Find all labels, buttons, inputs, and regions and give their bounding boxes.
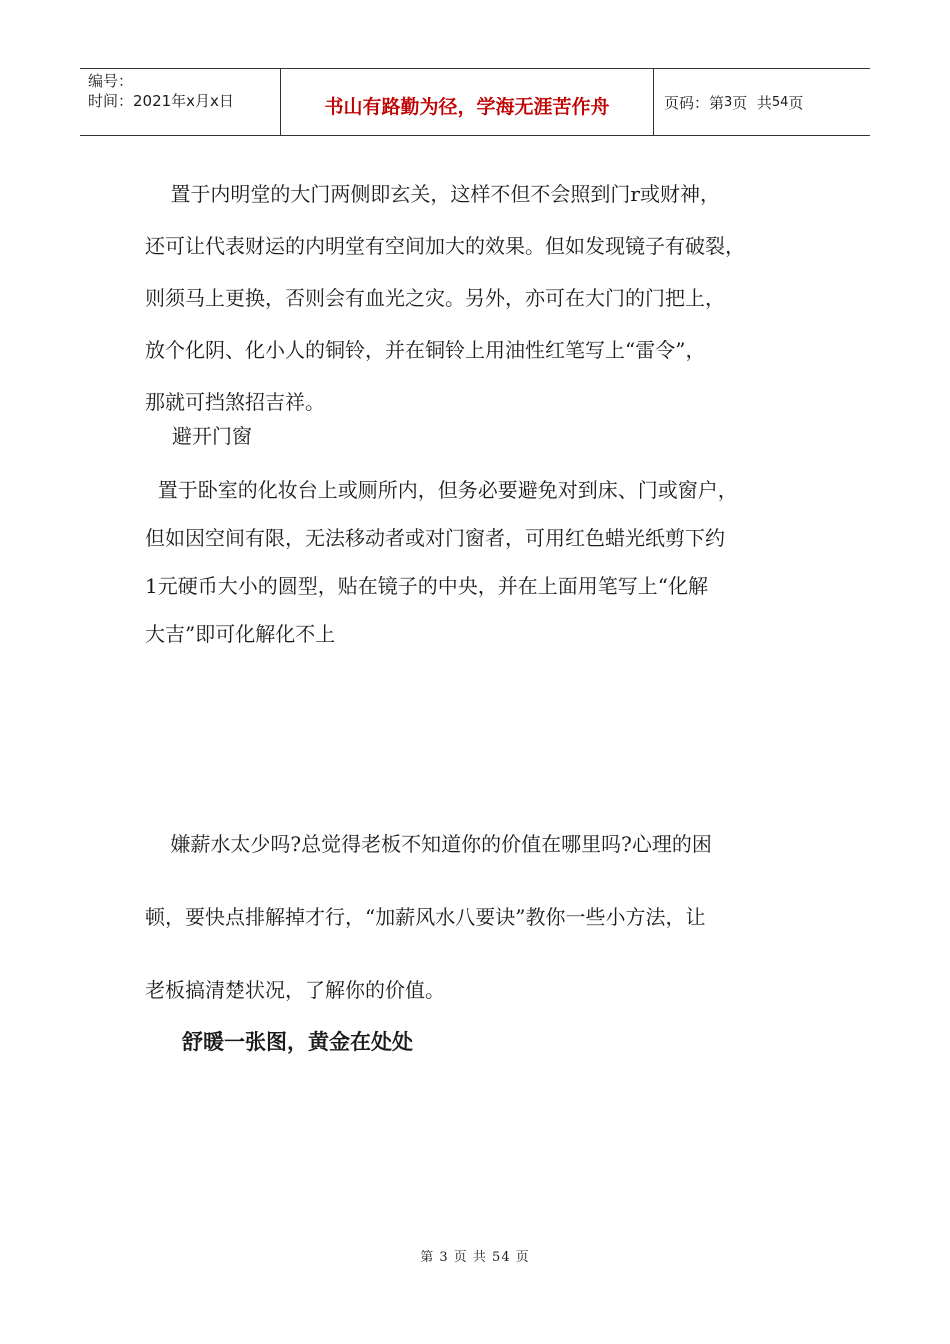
text-line: 置于内明堂的大门两侧即玄关，这样不但不会照到门r或财神， [145,182,720,206]
page-header [80,68,870,136]
paragraph-2 [145,466,815,658]
text-line: 老板搞清楚状况，了解你的价值。 [145,978,445,1002]
page-footer: 第 3 页 共 54 页 [420,1250,530,1265]
text-line: 置于卧室的化妆台上或厕所内，但务必要避免对到床、门或窗户， [145,478,738,502]
number-label: 编号： [88,72,134,90]
text-line: 放个化阴、化小人的铜铃，并在铜铃上用油性红笔写上“雷令”， [145,338,706,362]
text-line: 但如因空间有限，无法移动者或对门窗者，可用红色蜡光纸剪下约 [145,526,725,550]
text-line: 则须马上更换，否则会有血光之灾。另外，亦可在大门的门把上， [145,286,725,310]
page-indicator [654,69,870,135]
paragraph-1 [145,168,815,428]
header-meta [80,69,281,135]
text-line: 还可让代表财运的内明堂有空间加大的效果。但如发现镜子有破裂， [145,234,745,258]
motto: 书山有路勤为径，学海无涯苦作舟 [324,95,610,118]
text-line: 嫌薪水太少吗?总觉得老板不知道你的价值在哪里吗?心理的困 [145,832,712,856]
page-current: 3 [724,94,733,110]
paragraph-3 [145,808,815,1027]
text-line: 顿，要快点排解掉才行，“加薪风水八要诀”教你一些小方法，让 [145,905,706,929]
text-line: 大吉”即可化解化不上 [145,622,336,646]
page-prefix: 页码：第 [664,93,725,112]
date-label: 时间：2021年x月x日 [88,92,234,110]
text-line: 那就可挡煞招吉祥。 [145,390,325,414]
page-total: 54 [771,94,789,110]
page-mid: 页 共 [732,93,772,112]
section-heading-2: 舒暖一张图，黄金在处处 [182,1030,413,1054]
text-line: 1元硬币大小的圆型，贴在镜子的中央，并在上面用笔写上“化解 [145,574,708,598]
header-motto-cell [281,69,654,135]
page-suffix: 页 [788,93,804,112]
section-heading-1: 避开门窗 [172,424,252,448]
